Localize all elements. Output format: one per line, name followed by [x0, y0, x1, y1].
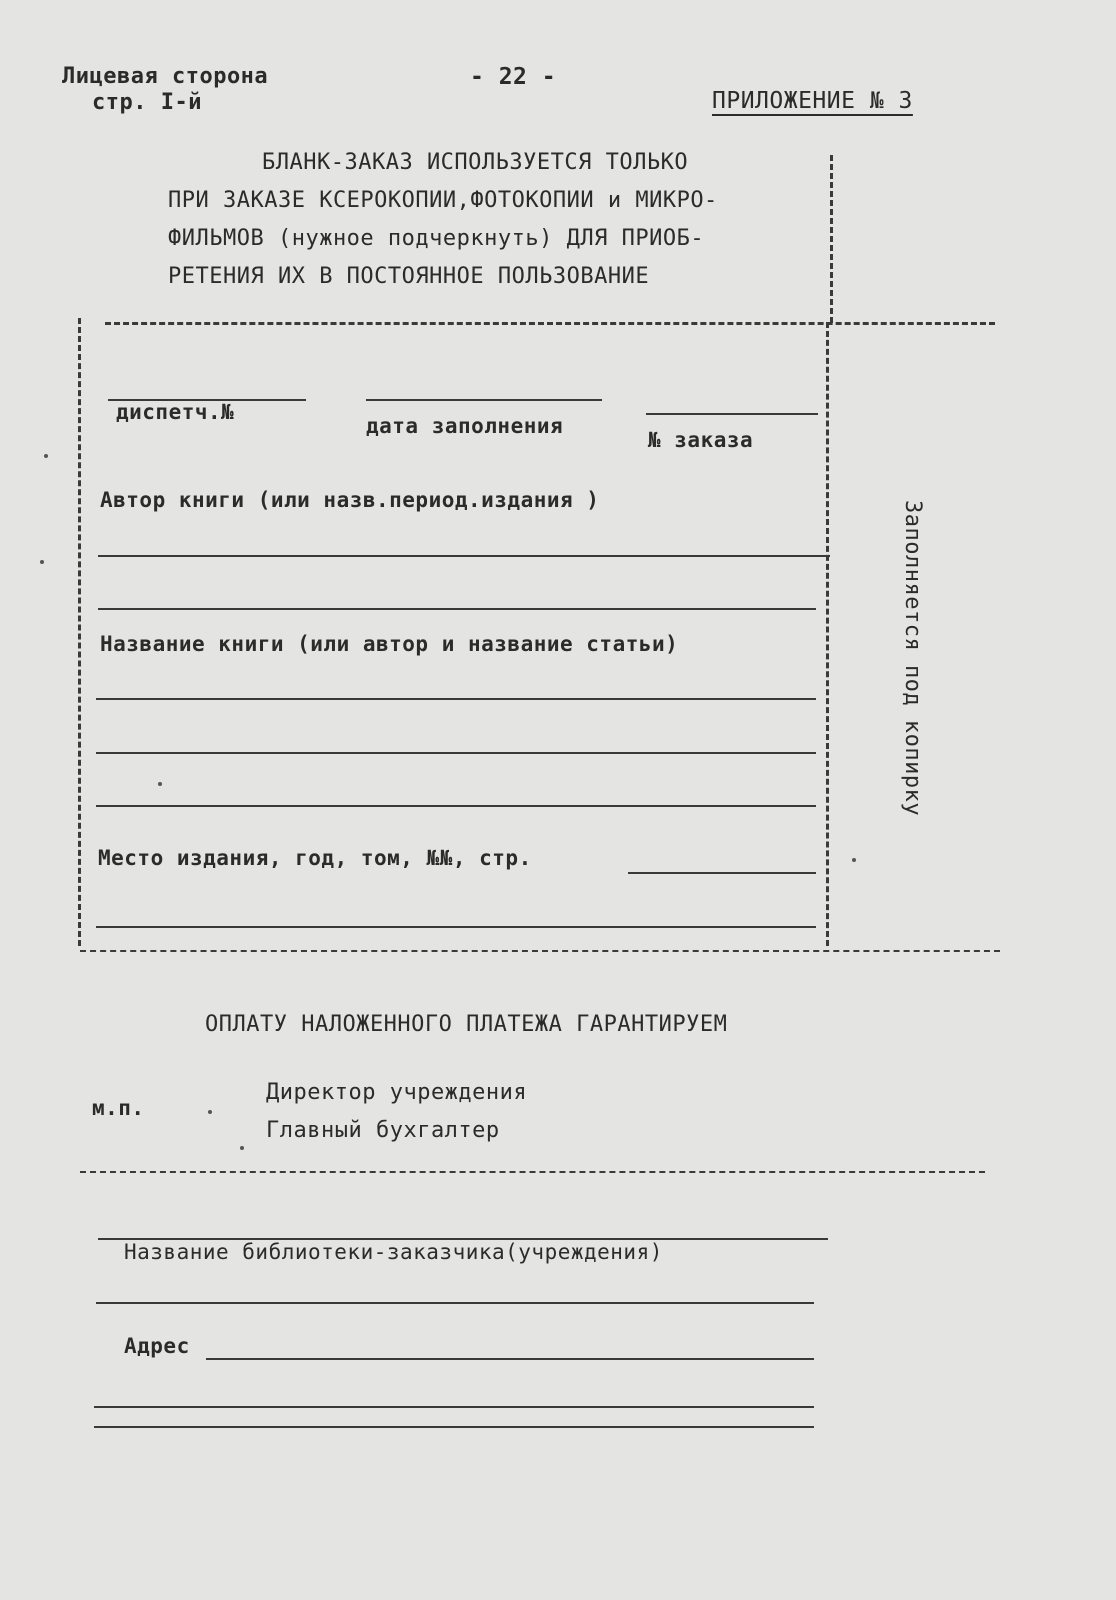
notice-right-border: [830, 155, 833, 323]
title-field-line-1[interactable]: [96, 698, 816, 700]
director-signature-label: Директор учреждения: [266, 1080, 528, 1105]
scan-speck: [158, 782, 162, 786]
guarantee-divider: [80, 1171, 985, 1173]
author-field-line-2[interactable]: [98, 608, 816, 610]
payment-guarantee-heading: ОПЛАТУ НАЛОЖЕННОГО ПЛАТЕЖА ГАРАНТИРУЕМ: [205, 1012, 728, 1037]
book-title-label: Название книги (или автор и название статьи): [100, 632, 679, 656]
page-side-label: Лицевая сторона: [62, 64, 269, 89]
address-field-line-1[interactable]: [206, 1358, 814, 1360]
scan-speck: [240, 1146, 244, 1150]
scan-speck: [44, 454, 48, 458]
appendix-label: ПРИЛОЖЕНИЕ № 3: [712, 88, 913, 114]
order-field-line[interactable]: [646, 413, 818, 415]
order-number-label: № заказа: [648, 428, 754, 452]
notice-line-1: БЛАНК-ЗАКАЗ ИСПОЛЬЗУЕТСЯ ТОЛЬКО: [262, 150, 689, 175]
form-left-border: [78, 318, 81, 946]
address-field-line-3[interactable]: [94, 1426, 814, 1428]
notice-line-4: РЕТЕНИЯ ИХ В ПОСТОЯННОЕ ПОЛЬЗОВАНИЕ: [168, 264, 650, 289]
address-label: Адрес: [124, 1334, 190, 1358]
page-side-sublabel: стр. I-й: [92, 90, 202, 115]
author-field-line-1[interactable]: [98, 555, 830, 557]
page-number: - 22 -: [470, 64, 557, 90]
notice-line-2: ПРИ ЗАКАЗЕ КСЕРОКОПИИ,ФОТОКОПИИ и МИКРО-: [168, 188, 718, 213]
publication-place-label: Место издания, год, том, №№, стр.: [98, 846, 532, 870]
scan-speck: [208, 1110, 212, 1114]
dispatch-number-label: диспетч.№: [116, 400, 235, 424]
library-name-field-line[interactable]: [96, 1302, 814, 1304]
address-field-line-2[interactable]: [94, 1406, 814, 1408]
form-right-border: [826, 322, 829, 946]
form-top-border: [105, 322, 995, 325]
scan-speck: [852, 858, 856, 862]
title-field-line-2[interactable]: [96, 752, 816, 754]
scan-speck: [40, 560, 44, 564]
notice-line-3: ФИЛЬМОВ (нужное подчеркнуть) ДЛЯ ПРИОБ-: [168, 226, 705, 251]
place-field-line[interactable]: [628, 872, 816, 874]
place-field-line-2[interactable]: [96, 926, 816, 928]
fill-date-label: дата заполнения: [366, 414, 564, 438]
customer-library-label: Название библиотеки-заказчика(учреждения): [124, 1240, 663, 1264]
form-bottom-border: [80, 950, 1000, 952]
date-field-line[interactable]: [366, 399, 602, 401]
title-field-line-3[interactable]: [96, 805, 816, 807]
accountant-signature-label: Главный бухгалтер: [266, 1118, 500, 1143]
carbon-copy-note: Заполняется под копирку: [900, 500, 925, 817]
book-author-label: Автор книги (или назв.период.издания ): [100, 488, 600, 512]
stamp-place-label: м.п.: [92, 1096, 145, 1120]
